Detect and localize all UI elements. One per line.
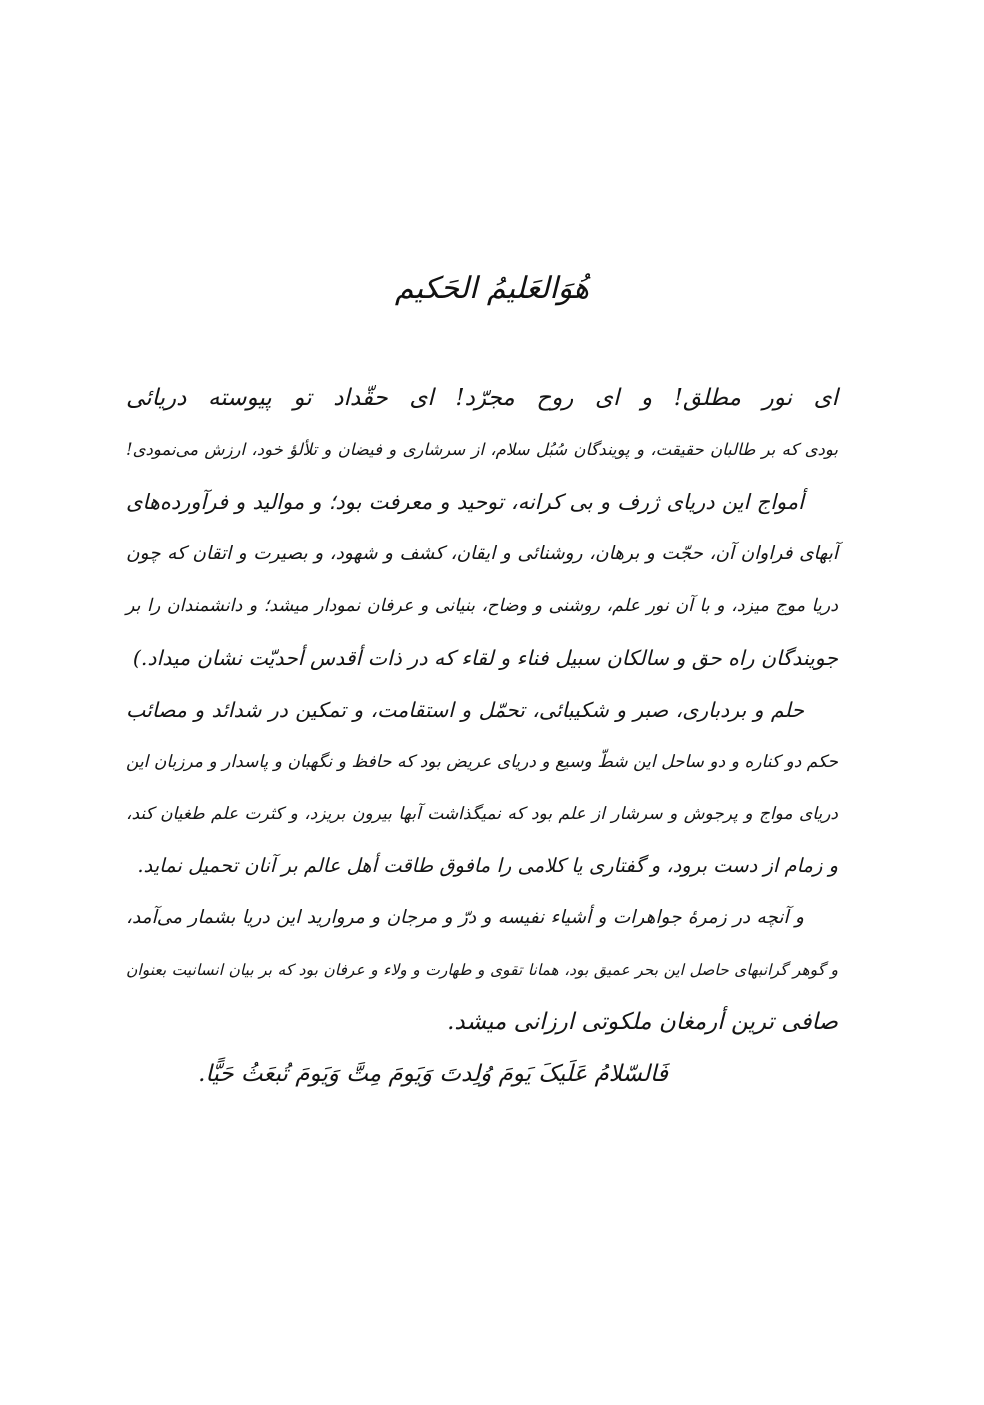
manuscript-line: حکم دو کناره و دو ساحل این شطّ وسیع و دریای عریض بود که حافظ و نگهبان و پاسدار و مرزبان این	[126, 752, 838, 772]
manuscript-line: أمواج این دریای ژرف و بی کرانه، توحید و معرفت بود؛ و موالید و فرآورده‌های	[126, 490, 804, 514]
manuscript-closing-line: فَالسّلامُ عَلَیکَ یَومَ وُلِدتَ وَیَومَ مِتَّ وَیَومَ تُبعَثُ حَیًّا.	[198, 1061, 668, 1087]
manuscript-line: دریای مواج و پرجوش و سرشار از علم بود که نمیگذاشت آبها بیرون بریزد، و کثرت علم طغیان کند،	[126, 804, 838, 824]
manuscript-line: جویندگان راه حق و سالکان سبیل فناء و لقاء که در ذات أقدس أحدیّت نشان میداد.)	[132, 646, 838, 670]
manuscript-line: و زمام از دست برود، و گفتاری یا کلامی را مافوق طاقت أهل عالم بر آنان تحمیل نماید.	[137, 854, 838, 877]
manuscript-line: بودی که بر طالبان حقیقت، و پویندگان سُبُل سلام، از سرشاری و فیضان و تلألؤ خود، ارزش می‌نمودی!	[126, 440, 838, 459]
manuscript-line: ای نور مطلق! و ای روح مجرّد! ای حقّداد تو پیوسته دریائی	[126, 385, 838, 411]
manuscript-line: صافی ترین أرمغان ملکوتی ارزانی میشد.	[447, 1009, 838, 1035]
manuscript-line: و گوهر گرانبهای حاصل این بحر عمیق بود، همانا تقوی و طهارت و ولاء و عرفان بود که بر بیان انسانیت بعنوان	[126, 961, 838, 979]
manuscript-body	[126, 372, 838, 1100]
manuscript-line: آبهای فراوان آن، حجّت و برهان، روشنائی و ایقان، کشف و شهود، و بصیرت و اتقان که چون	[126, 543, 838, 564]
manuscript-heading: هُوَالعَلیمُ الحَکیم	[394, 271, 590, 306]
manuscript-line: حلم و بردباری، صبر و شکیبائی، تحمّل و استقامت، و تمکین در شدائد و مصائب	[126, 698, 804, 722]
manuscript-line: و آنچه در زمرهٔ جواهرات و أشیاء نفیسه و درّ و مرجان و مروارید این دریا بشمار می‌آمد،	[126, 907, 804, 928]
manuscript-line: دریا موج میزد، و با آن نور علم، روشنی و وضاح، بنیانی و عرفان نمودار میشد؛ و دانشمندان را بر	[126, 596, 838, 616]
